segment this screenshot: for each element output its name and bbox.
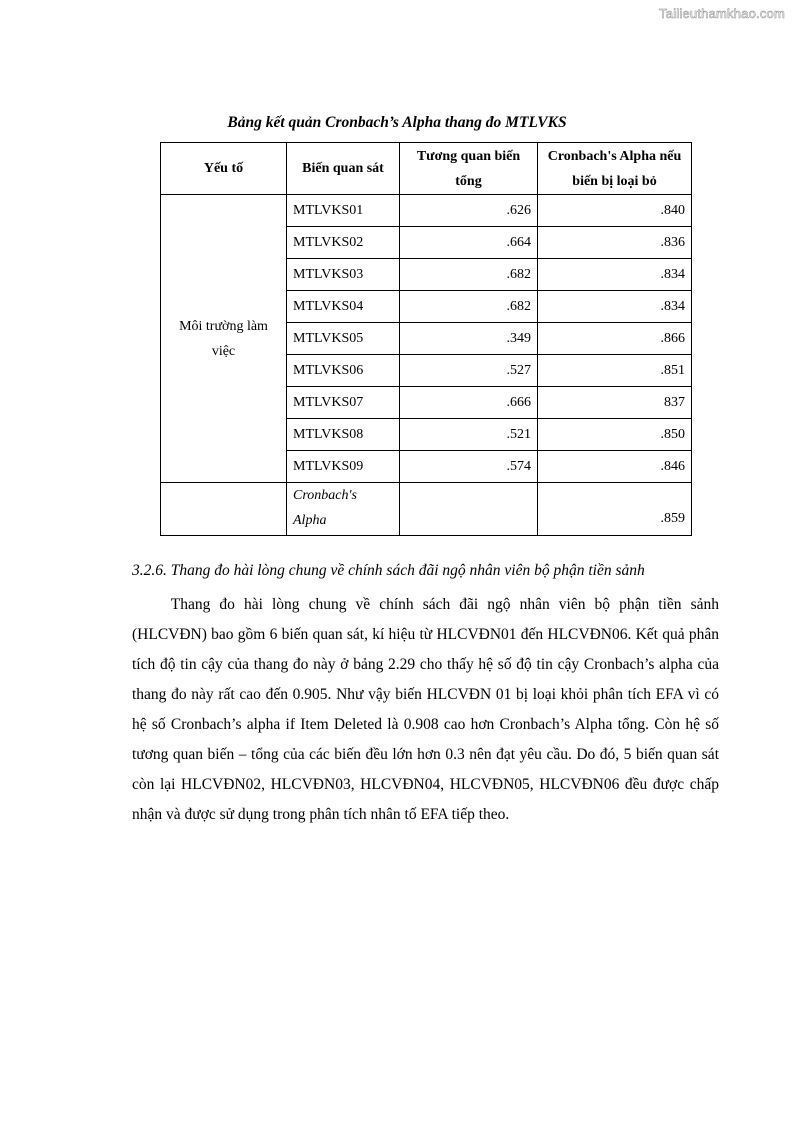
variable-cell: MTLVKS01	[287, 195, 400, 227]
alpha-label: Cronbach's Alpha	[287, 483, 400, 536]
item-total-cell: .666	[400, 387, 538, 419]
alpha-if-deleted-cell: .834	[538, 259, 692, 291]
variable-cell: MTLVKS08	[287, 419, 400, 451]
alpha-total-row	[161, 483, 692, 536]
table-header-row	[161, 143, 692, 195]
factor-name: Môi trường làm việc	[161, 195, 287, 483]
variable-cell: MTLVKS07	[287, 387, 400, 419]
item-total-cell: .682	[400, 291, 538, 323]
alpha-if-deleted-cell: .851	[538, 355, 692, 387]
item-total-cell: .664	[400, 227, 538, 259]
empty-cell	[161, 483, 287, 536]
alpha-if-deleted-cell: .840	[538, 195, 692, 227]
variable-cell: MTLVKS03	[287, 259, 400, 291]
alpha-if-deleted-cell: .834	[538, 291, 692, 323]
cronbach-alpha-table	[160, 142, 692, 536]
header-item-total: Tương quan biến tổng	[400, 143, 538, 195]
table-caption: Bảng kết quản Cronbach’s Alpha thang đo MTLVKS	[227, 114, 567, 131]
alpha-if-deleted-cell: .846	[538, 451, 692, 483]
item-total-cell: .574	[400, 451, 538, 483]
variable-cell: MTLVKS06	[287, 355, 400, 387]
variable-cell: MTLVKS09	[287, 451, 400, 483]
item-total-cell: .626	[400, 195, 538, 227]
body-paragraph	[132, 590, 719, 830]
item-total-cell: .527	[400, 355, 538, 387]
header-alpha-if-deleted: Cronbach's Alpha nếu biến bị loại bỏ	[538, 143, 692, 195]
alpha-if-deleted-cell: .850	[538, 419, 692, 451]
watermark: Tailieuthamkhao.com	[659, 6, 785, 21]
section-heading: 3.2.6. Thang đo hài lòng chung về chính sách đãi ngộ nhân viên bộ phận tiền sảnh	[132, 562, 645, 579]
paragraph-text: Thang đo hài lòng chung về chính sách đãi ngộ nhân viên bộ phận tiền sảnh (HLCVĐN) bao gồm 6 biến quan sát, kí hiệu từ HLCVĐN01 đến HLCVĐN06. Kết quả phân tích độ tin cậy của thang đo này ở bảng 2.29 cho thấy hệ số độ tin cậy Cronbach’s alpha của thang đo này rất cao đến 0.905. Như vậy biến HLCVĐN 01 bị loại khỏi phân tích EFA vì có hệ số Cronbach’s alpha if Item Deleted là 0.908 cao hơn Cronbach’s Alpha tổng. Còn hệ số tương quan biến – tổng của các biến đều lớn hơn 0.3 nên đạt yêu cầu. Do đó, 5 biến quan sát còn lại HLCVĐN02, HLCVĐN03, HLCVĐN04, HLCVĐN05, HLCVĐN06 đều được chấp nhận và được sử dụng trong phân tích nhân tố EFA tiếp theo.	[132, 596, 719, 823]
table-row	[161, 195, 692, 227]
header-variable: Biến quan sát	[287, 143, 400, 195]
variable-cell: MTLVKS02	[287, 227, 400, 259]
item-total-cell: .349	[400, 323, 538, 355]
item-total-cell: .521	[400, 419, 538, 451]
alpha-if-deleted-cell: .836	[538, 227, 692, 259]
item-total-cell: .682	[400, 259, 538, 291]
variable-cell: MTLVKS04	[287, 291, 400, 323]
alpha-value: .859	[538, 483, 692, 536]
alpha-if-deleted-cell: .866	[538, 323, 692, 355]
empty-cell	[400, 483, 538, 536]
alpha-if-deleted-cell: 837	[538, 387, 692, 419]
variable-cell: MTLVKS05	[287, 323, 400, 355]
header-factor: Yếu tố	[161, 143, 287, 195]
